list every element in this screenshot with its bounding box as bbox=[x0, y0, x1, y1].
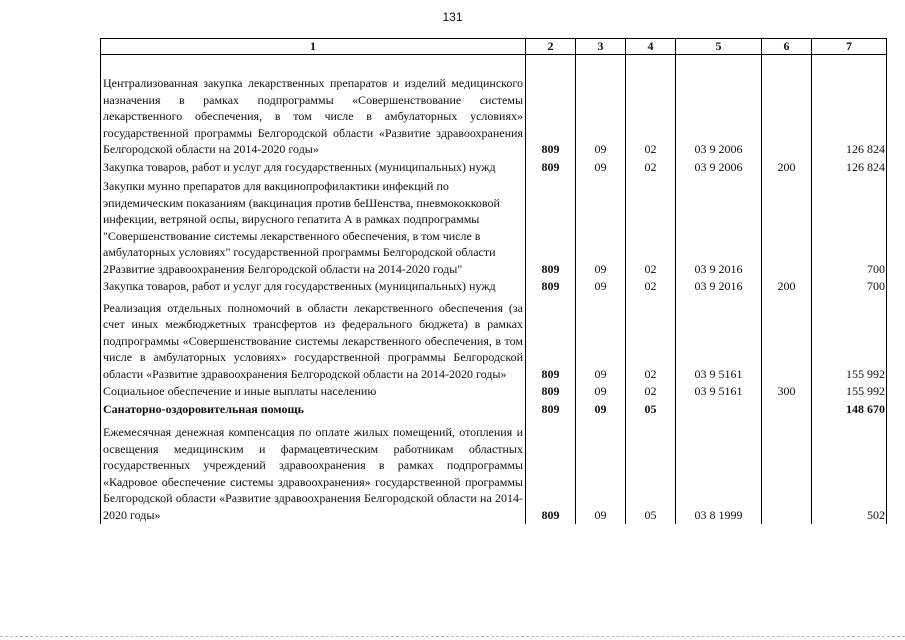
table-row bbox=[101, 159, 887, 177]
budget-table bbox=[100, 38, 887, 524]
code-admin-cell: 809 bbox=[526, 401, 576, 419]
code-subsection-cell: 02 bbox=[626, 278, 676, 296]
table-row bbox=[101, 383, 887, 401]
code-admin-cell: 809 bbox=[526, 278, 576, 296]
target-article-cell: 03 8 1999 bbox=[676, 418, 762, 524]
code-admin-cell: 809 bbox=[526, 418, 576, 524]
column-header-2: 2 bbox=[526, 39, 576, 55]
expense-type-cell bbox=[762, 296, 812, 384]
expense-type-cell bbox=[762, 418, 812, 524]
column-header-4: 4 bbox=[626, 39, 676, 55]
row-name-cell: Санаторно-оздоровительная помощь bbox=[101, 401, 526, 419]
code-section-cell: 09 bbox=[576, 383, 626, 401]
row-name-cell: Реализация отдельных полномочий в области лекарственного обеспечения (за счет иных межбюджетных трансфертов из федерального бюджета) в рамках подпрограммы «Совершенствование системы лекарственного обеспечения, в том числе в амбулаторных условиях» государственной программы Белгородской области «Развитие здравоохранения Белгородской области на 2014-2020 годы» bbox=[101, 296, 526, 384]
code-section-cell: 09 bbox=[576, 159, 626, 177]
row-name-cell: Закупка товаров, работ и услуг для государственных (муниципальных) нужд bbox=[101, 159, 526, 177]
code-admin-cell: 809 bbox=[526, 383, 576, 401]
target-article-cell: 03 9 2006 bbox=[676, 159, 762, 177]
code-subsection-cell: 02 bbox=[626, 296, 676, 384]
code-admin-cell: 809 bbox=[526, 159, 576, 177]
row-name-cell: Централизованная закупка лекарственных препаратов и изделий медицинского назначения в рамках подпрограммы «Совершенствование системы лекарственного обеспечения, в том числе в амбулаторных условиях» государственной программы Белгородской области «Развитие здравоохранения Белгородской области на 2014-2020 годы» bbox=[101, 55, 526, 159]
target-article-cell bbox=[676, 401, 762, 419]
expense-type-cell bbox=[762, 401, 812, 419]
target-article-cell: 03 9 5161 bbox=[676, 383, 762, 401]
code-subsection-cell: 05 bbox=[626, 401, 676, 419]
table-header bbox=[101, 39, 887, 55]
amount-cell: 155 992 bbox=[812, 383, 887, 401]
code-subsection-cell: 02 bbox=[626, 383, 676, 401]
column-header-7: 7 bbox=[812, 39, 887, 55]
code-admin-cell: 809 bbox=[526, 176, 576, 278]
target-article-cell: 03 9 5161 bbox=[676, 296, 762, 384]
scan-bottom-rule bbox=[0, 636, 905, 638]
code-section-cell: 09 bbox=[576, 296, 626, 384]
page-number: 131 bbox=[442, 10, 463, 24]
code-subsection-cell: 02 bbox=[626, 55, 676, 159]
expense-type-cell: 200 bbox=[762, 278, 812, 296]
target-article-cell: 03 9 2006 bbox=[676, 55, 762, 159]
code-subsection-cell: 02 bbox=[626, 159, 676, 177]
code-section-cell: 09 bbox=[576, 278, 626, 296]
column-header-6: 6 bbox=[762, 39, 812, 55]
column-header-3: 3 bbox=[576, 39, 626, 55]
column-header-5: 5 bbox=[676, 39, 762, 55]
row-name-cell: Закупки мунно препаратов для вакцинопрофилактики инфекций по эпидемическим показаниям (вакцинация против беШенства, пневмококковой инфекции, ветряной оспы, вирусного гепатита А в рамках подпрограммы "Совершенствование системы лекарственного обеспечения, в том числе в амбулаторных условиях" государственной программы Белгородской области 2Развитие здравоохранения Белгородской области на 2014-2020 годы" bbox=[101, 176, 526, 278]
code-subsection-cell: 02 bbox=[626, 176, 676, 278]
amount-cell: 148 670 bbox=[812, 401, 887, 419]
column-header-1: 1 bbox=[101, 39, 526, 55]
amount-cell: 502 bbox=[812, 418, 887, 524]
table-row bbox=[101, 55, 887, 159]
expense-type-cell bbox=[762, 176, 812, 278]
amount-cell: 700 bbox=[812, 278, 887, 296]
row-name-cell: Закупка товаров, работ и услуг для государственных (муниципальных) нужд bbox=[101, 278, 526, 296]
amount-cell: 126 824 bbox=[812, 159, 887, 177]
target-article-cell: 03 9 2016 bbox=[676, 176, 762, 278]
row-name-cell: Социальное обеспечение и иные выплаты населению bbox=[101, 383, 526, 401]
table-row bbox=[101, 418, 887, 524]
expense-type-cell bbox=[762, 55, 812, 159]
target-article-cell: 03 9 2016 bbox=[676, 278, 762, 296]
table-body bbox=[101, 55, 887, 525]
table-row bbox=[101, 401, 887, 419]
code-admin-cell: 809 bbox=[526, 55, 576, 159]
code-subsection-cell: 05 bbox=[626, 418, 676, 524]
expense-type-cell: 300 bbox=[762, 383, 812, 401]
code-section-cell: 09 bbox=[576, 176, 626, 278]
amount-cell: 126 824 bbox=[812, 55, 887, 159]
expense-type-cell: 200 bbox=[762, 159, 812, 177]
code-section-cell: 09 bbox=[576, 418, 626, 524]
amount-cell: 155 992 bbox=[812, 296, 887, 384]
amount-cell: 700 bbox=[812, 176, 887, 278]
code-section-cell: 09 bbox=[576, 55, 626, 159]
code-admin-cell: 809 bbox=[526, 296, 576, 384]
code-section-cell: 09 bbox=[576, 401, 626, 419]
table-row bbox=[101, 278, 887, 296]
table-row bbox=[101, 176, 887, 278]
row-name-cell: Ежемесячная денежная компенсация по оплате жилых помещений, отопления и освещения медицинским и фармацевтическим работникам областных государственных учреждений здравоохранения в рамках подпрограммы «Кадровое обеспечение системы здравоохранения» государственной программы Белгородской области «Развитие здравоохранения Белгородской области на 2014-2020 годы» bbox=[101, 418, 526, 524]
table-row bbox=[101, 296, 887, 384]
